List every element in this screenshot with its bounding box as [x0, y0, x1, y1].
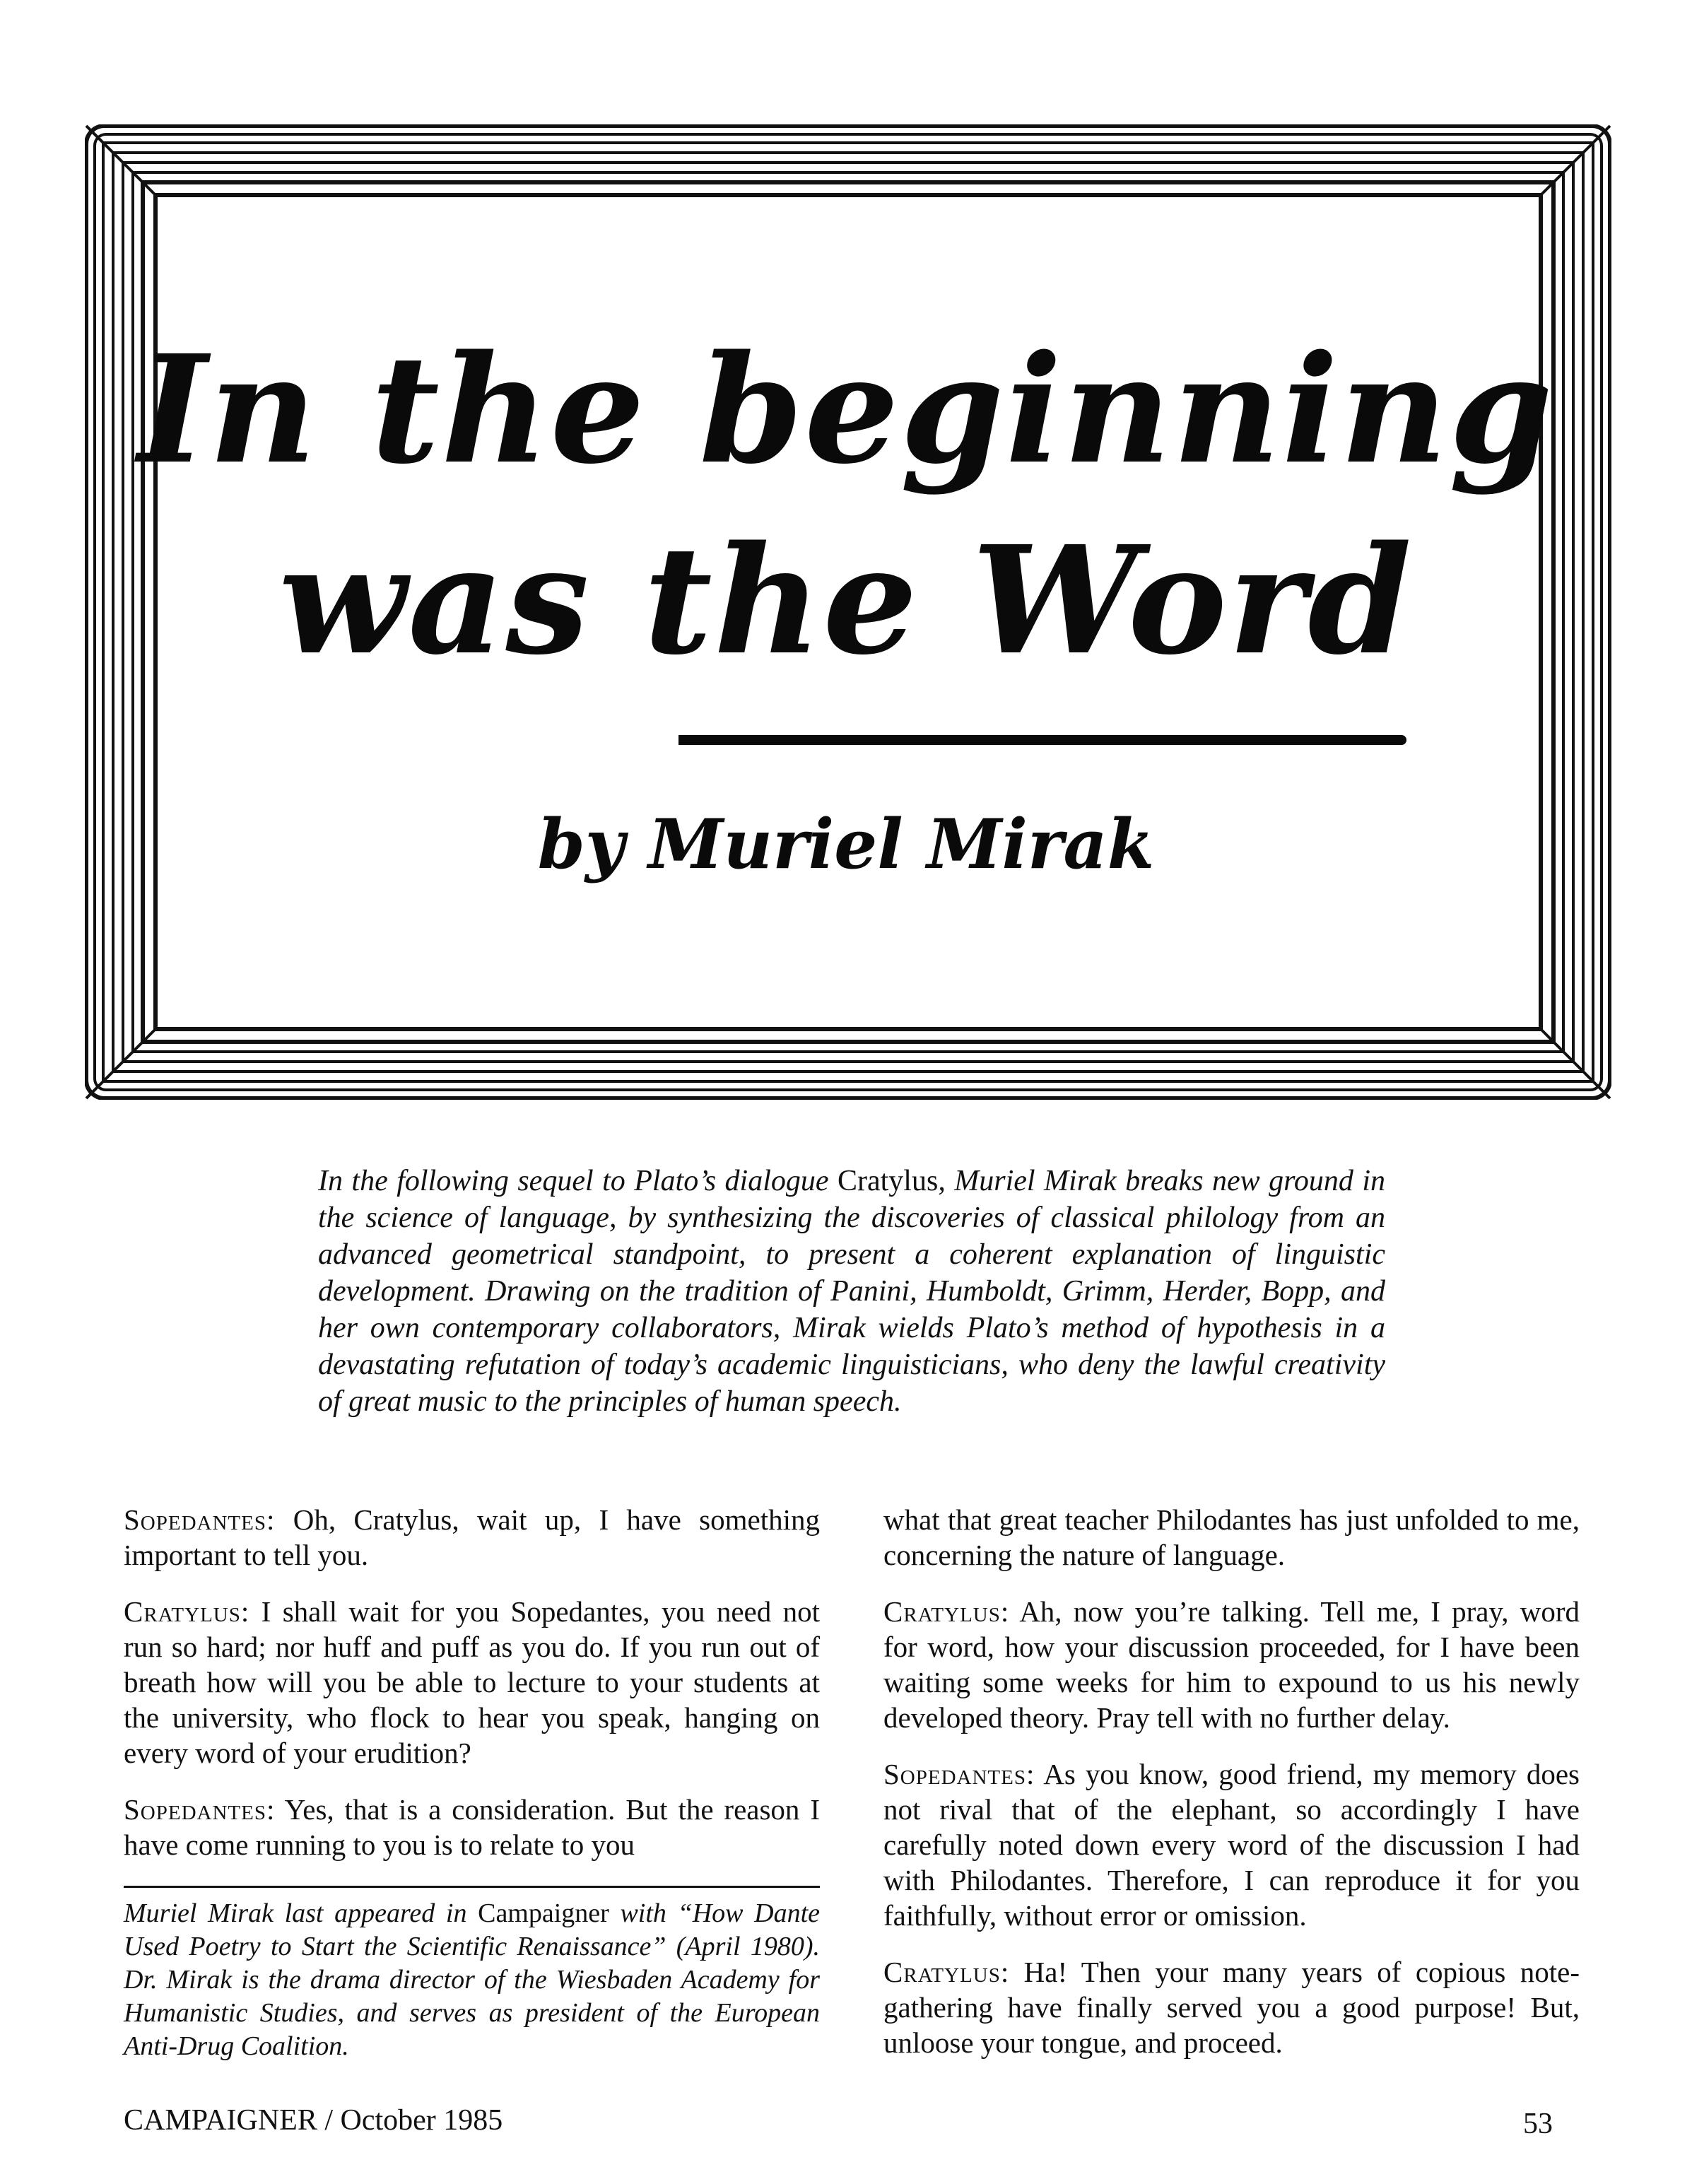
title-flourish-underline	[678, 735, 1406, 745]
left-column	[124, 1502, 820, 1884]
dialogue-paragraph: Sopedantes: Yes, that is a consideration. But the reason I have come running to you is to relate to you	[124, 1793, 820, 1861]
dialogue-paragraph: Sopedantes: As you know, good friend, my memory does not rival that of the elephant, so accordingly I have carefully noted down every word of the discussion I had with Philodantes. Therefore, I can reproduce it for you faithfully, without error or omission.	[883, 1758, 1580, 1932]
footnote-divider	[124, 1886, 820, 1888]
dialogue-paragraph: Cratylus: Ah, now you’re talking. Tell me, I pray, word for word, how your discussion proceeded, for I have been waiting some weeks for him to expound to us his newly developed theory. Pray tell with no further delay.	[883, 1595, 1580, 1734]
speaker-name: Sopedantes:	[124, 1793, 276, 1826]
speaker-name: Sopedantes:	[124, 1503, 276, 1536]
speaker-name: Cratylus:	[124, 1595, 250, 1628]
dialogue-paragraph: what that great teacher Philodantes has just unfolded to me, concerning the nature of language.	[883, 1503, 1580, 1571]
publication-name: Campaigner	[478, 1898, 609, 1928]
author-footnote: Muriel Mirak last appeared in Campaigner with “How Dante Used Poetry to Start the Scientific Renaissance” (April 1980). Dr. Mirak is the drama director of the Wiesbaden Academy for Humanistic Studies, and serves as president of the European Anti-Drug Coalition.	[124, 1898, 820, 2061]
title-line-2: was the Word	[278, 513, 1414, 688]
page-number: 53	[1523, 2108, 1553, 2140]
title-line-1: In the beginning	[137, 322, 1555, 497]
dialogue-paragraph: Sopedantes: Oh, Cratylus, wait up, I have something important to tell you.	[124, 1503, 820, 1571]
footer-publication: CAMPAIGNER / October 1985	[124, 2104, 503, 2137]
right-column	[883, 1502, 1580, 2082]
dialogue-paragraph: Cratylus: I shall wait for you Sopedantes, you need not run so hard; nor huff and puff as you do. If you run out of breath how will you be able to lecture to your students at the university, who flock to hear you speak, hanging on every word of your erudition?	[124, 1595, 820, 1769]
work-title: Cratylus	[838, 1165, 939, 1197]
dialogue-paragraph: Cratylus: Ha! Then your many years of copious note-gathering have finally served you a good purpose! But, unloose your tongue, and proceed.	[883, 1956, 1580, 2059]
speaker-name: Cratylus:	[883, 1595, 1010, 1628]
speaker-name: Sopedantes:	[883, 1758, 1035, 1790]
speaker-name: Cratylus:	[883, 1956, 1010, 1988]
author-byline: by Muriel Mirak	[537, 804, 1155, 884]
intro-paragraph: In the following sequel to Plato’s dialogue Cratylus, Muriel Mirak breaks new ground in the science of language, by synthesizing the discoveries of classical philology from an advanced geometrical standpoint, to present a coherent explanation of linguistic development. Drawing on the tradition of Panini, Humboldt, Grimm, Herder, Bopp, and her own contemporary collaborators, Mirak wields Plato’s method of hypothesis in a devastating refutation of today’s academic linguisticians, who deny the lawful creativity of great music to the principles of human speech.	[318, 1165, 1386, 1418]
